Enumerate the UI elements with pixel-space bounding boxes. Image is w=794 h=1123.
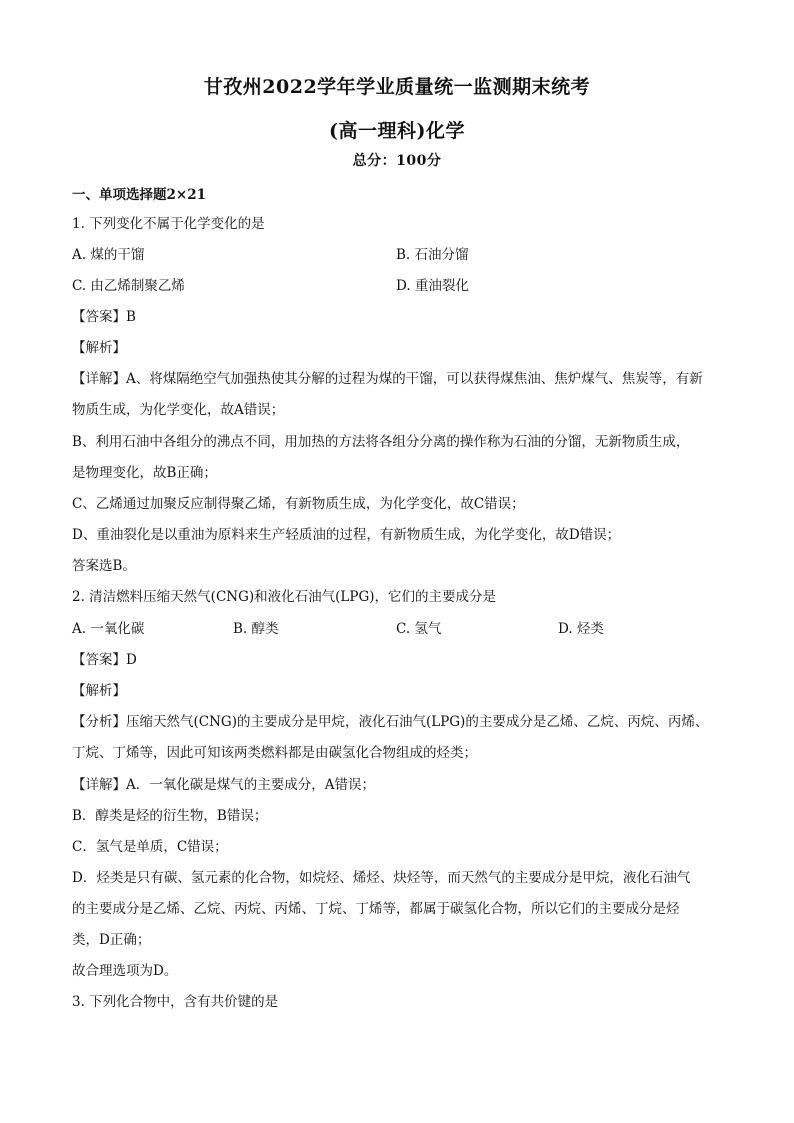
question-stem: 1. 下列变化不属于化学变化的是 (72, 216, 265, 232)
question-stem: 2. 清洁燃料压缩天然气(CNG)和液化石油气(LPG)，它们的主要成分是 (72, 589, 496, 605)
explanation-line: B．醇类是烃的衍生物，B错误； (72, 808, 268, 824)
explanation-line: 故合理选项为D。 (72, 963, 178, 979)
question-stem: 3. 下列化合物中，含有共价键的是 (72, 994, 279, 1010)
total-score: 总分：100分 (352, 153, 442, 169)
explanation-line: 物质生成，为化学变化，故A错误； (72, 402, 285, 418)
question-option: B. 石油分馏 (396, 247, 469, 263)
explanation-line: 类，D正确； (72, 932, 151, 948)
explanation-line: 【详解】A．一氧化碳是煤气的主要成分，A错误； (72, 777, 375, 793)
explanation-line: D．烃类是只有碳、氢元素的化合物，如烷烃、烯烃、炔烃等，而天然气的主要成分是甲烷，液化石油气 (72, 870, 691, 886)
explanation-line: D、重油裂化是以重油为原料来生产轻质油的过程，有新物质生成，为化学变化，故D错误； (72, 527, 621, 543)
explanation-line: C．氢气是单质，C错误； (72, 839, 228, 855)
explanation-line: 【分析】压缩天然气(CNG)的主要成分是甲烷，液化石油气(LPG)的主要成分是乙烯、乙烷、丙烷、丙烯、 (72, 714, 709, 730)
question-option: A. 煤的干馏 (72, 247, 145, 263)
explanation-line: C、乙烯通过加聚反应制得聚乙烯，有新物质生成，为化学变化，故C错误； (72, 496, 525, 512)
analysis-label: 【解析】 (72, 340, 126, 356)
explanation-line: 【详解】A、将煤隔绝空气加强热使其分解的过程为煤的干馏，可以获得煤焦油、焦炉煤气、焦炭等，有新 (72, 371, 703, 387)
explanation-line: 是物理变化，故B正确； (72, 465, 217, 481)
explanation-line: B、利用石油中各组分的沸点不同，用加热的方法将各组分分离的操作称为石油的分馏，无新物质生成， (72, 434, 690, 450)
question-option: A. 一氧化碳 (72, 621, 145, 637)
section-heading: 一、单项选择题2×21 (72, 187, 206, 203)
question-option: C. 氢气 (396, 621, 442, 637)
question-option: D. 烃类 (558, 621, 604, 637)
explanation-line: 答案选B。 (72, 558, 136, 574)
explanation-line: 的主要成分是乙烯、乙烷、丙烷、丙烯、丁烷、丁烯等，都属于碳氢化合物，所以它们的主要成分是烃 (72, 901, 680, 917)
question-option: D. 重油裂化 (396, 278, 469, 294)
explanation-line: 丁烷、丁烯等，因此可知该两类燃料都是由碳氢化合物组成的烃类； (72, 745, 477, 761)
analysis-label: 【解析】 (72, 683, 126, 699)
answer-label: 【答案】B (72, 309, 136, 325)
exam-title: 甘孜州2022学年学业质量统一监测期末统考 (203, 76, 591, 98)
answer-label: 【答案】D (72, 652, 137, 668)
question-option: B. 醇类 (233, 621, 279, 637)
exam-subtitle: (高一理科)化学 (329, 120, 465, 142)
question-option: C. 由乙烯制聚乙烯 (72, 278, 185, 294)
